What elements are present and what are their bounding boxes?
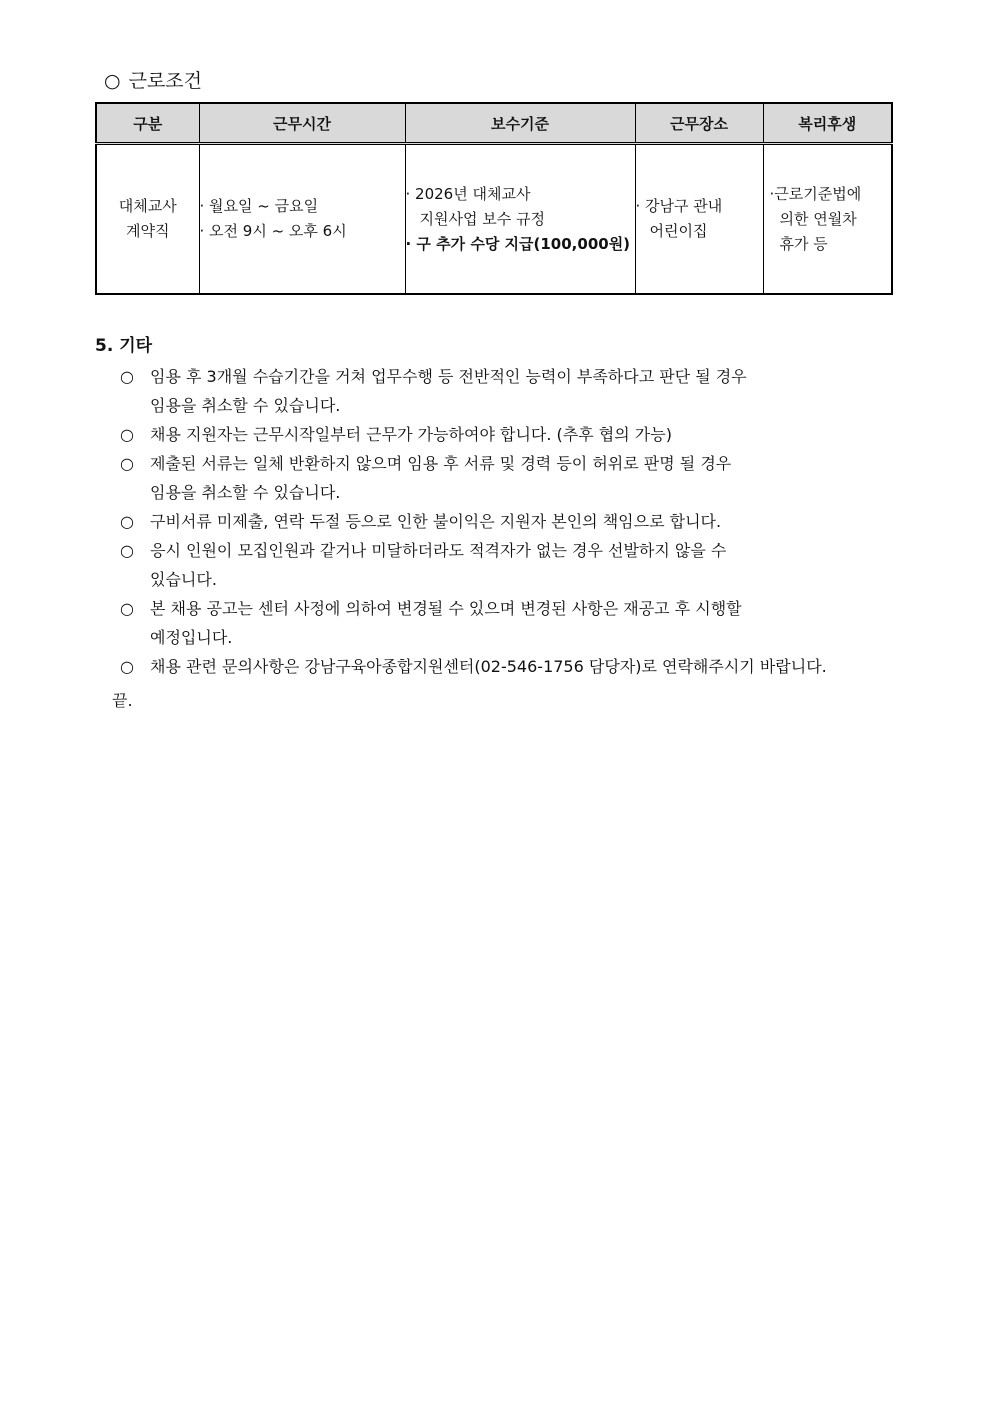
circle-bullet-icon: ○ — [120, 512, 134, 531]
header-category: 구분 — [96, 103, 199, 144]
circle-bullet-icon: ○ — [120, 541, 134, 560]
list-item — [120, 536, 895, 594]
cell-category: 대체교사 계약직 — [96, 144, 199, 295]
working-conditions-table — [95, 102, 893, 295]
cell-welfare: ·근로기준법에 의한 연월차 휴가 등 — [763, 144, 892, 295]
circle-bullet-icon: ○ — [120, 425, 134, 444]
list-item-continuation: 임용을 취소할 수 있습니다. — [150, 396, 341, 415]
list-item-continuation: 예정입니다. — [150, 628, 233, 647]
list-item-text: 채용 지원자는 근무시작일부터 근무가 가능하여야 합니다. (추후 협의 가능) — [150, 425, 672, 444]
header-place: 근무장소 — [635, 103, 763, 144]
table-header-row — [96, 103, 892, 144]
list-item-text: 채용 관련 문의사항은 강남구육아종합지원센터(02-546-1756 담당자)로 연락해주시기 바랍니다. — [150, 657, 827, 676]
header-welfare: 복리후생 — [763, 103, 892, 144]
list-item-continuation: 임용을 취소할 수 있습니다. — [150, 483, 341, 502]
circle-bullet-icon: ○ — [120, 599, 134, 618]
table-row — [96, 144, 892, 295]
circle-bullet-icon: ○ — [120, 367, 134, 386]
list-item-continuation: 있습니다. — [150, 570, 217, 589]
end-mark: 끝. — [112, 691, 133, 710]
list-item — [120, 652, 895, 681]
header-hours: 근무시간 — [199, 103, 405, 144]
list-item — [120, 362, 895, 420]
list-item-text: 임용 후 3개월 수습기간을 거쳐 업무수행 등 전반적인 능력이 부족하다고 판단 될 경우 — [150, 367, 747, 386]
list-item-text: 본 채용 공고는 센터 사정에 의하여 변경될 수 있으며 변경된 사항은 재공고 후 시행할 — [150, 599, 742, 618]
list-item-text: 응시 인원이 모집인원과 같거나 미달하더라도 적격자가 없는 경우 선발하지 않을 수 — [150, 541, 727, 560]
circle-bullet-icon: ○ — [120, 454, 134, 473]
cell-hours: · 월요일 ~ 금요일 · 오전 9시 ~ 오후 6시 — [199, 144, 405, 295]
section-title — [104, 68, 202, 94]
circle-bullet-icon: ○ — [120, 657, 134, 676]
etc-list — [120, 362, 895, 681]
cell-place: · 강남구 관내 어린이집 — [635, 144, 763, 295]
list-item — [120, 594, 895, 652]
list-item — [120, 420, 895, 449]
circle-bullet-icon: ○ — [104, 70, 121, 92]
section-title-text: 근로조건 — [128, 70, 203, 92]
list-item — [120, 449, 895, 507]
list-item — [120, 507, 895, 536]
cell-pay: · 2026년 대체교사 지원사업 보수 규정 · 구 추가 수당 지급(100,000원) — [405, 144, 635, 295]
list-item-text: 구비서류 미제출, 연락 두절 등으로 인한 불이익은 지원자 본인의 책임으로 합니다. — [150, 512, 722, 531]
etc-heading: 5. 기타 — [95, 336, 153, 356]
list-item-text: 제출된 서류는 일체 반환하지 않으며 임용 후 서류 및 경력 등이 허위로 판명 될 경우 — [150, 454, 732, 473]
header-pay: 보수기준 — [405, 103, 635, 144]
